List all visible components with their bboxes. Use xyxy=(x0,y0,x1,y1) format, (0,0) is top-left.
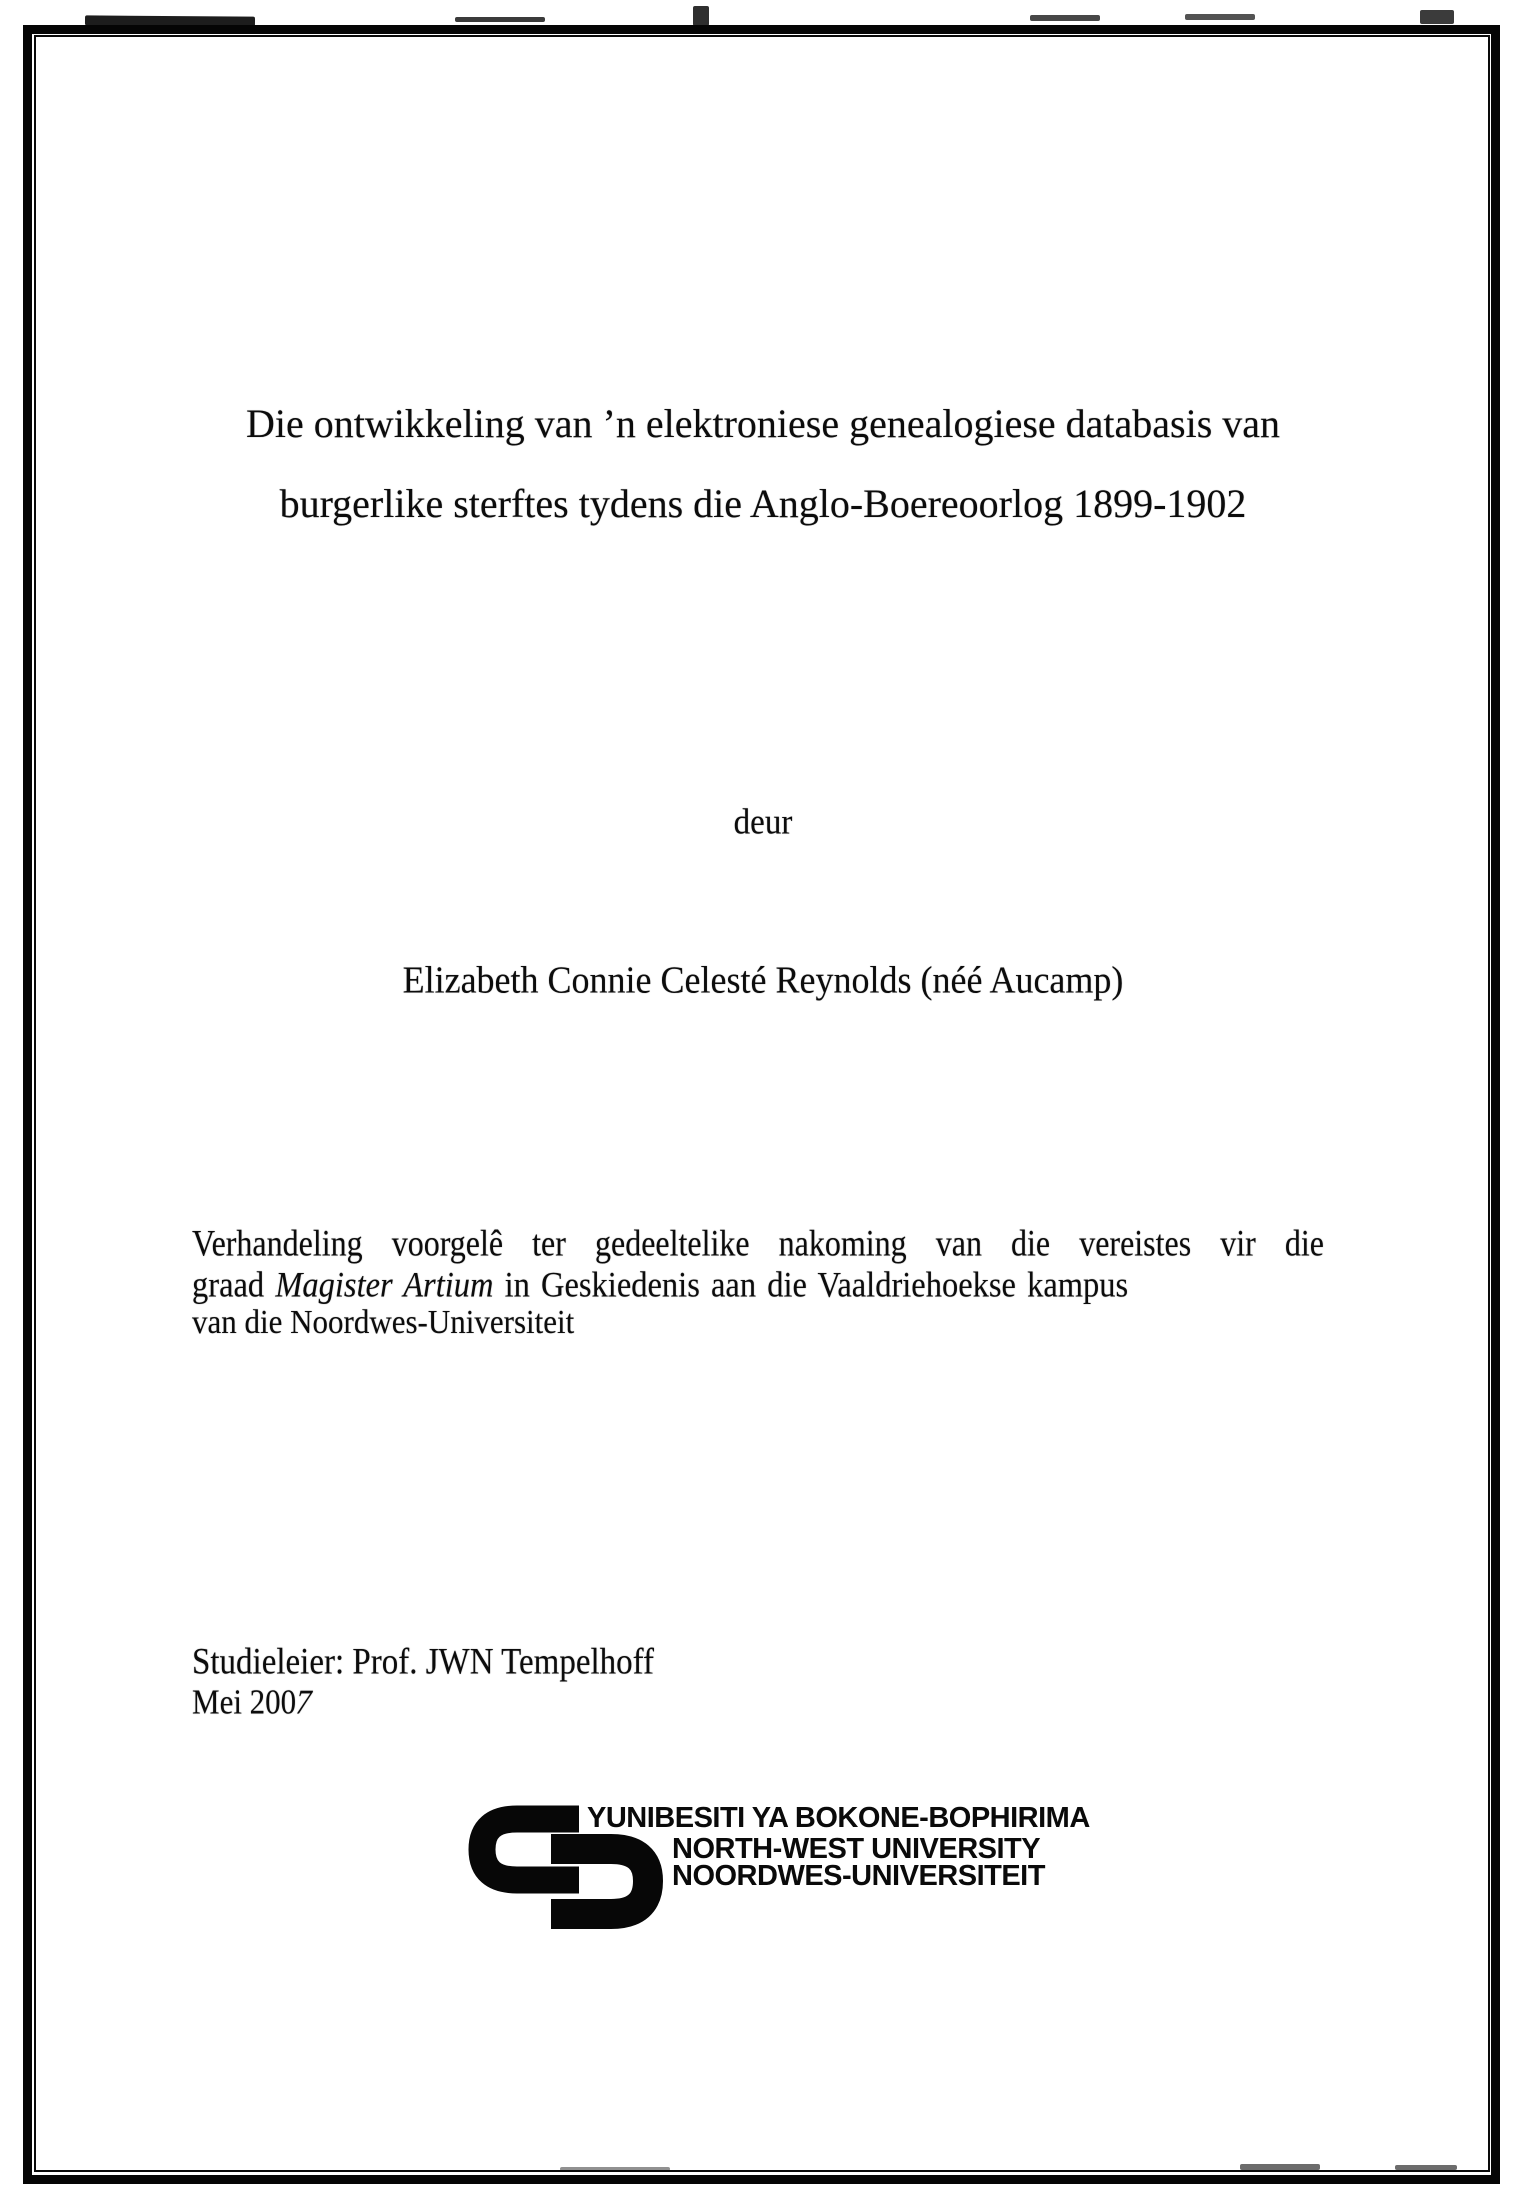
logo-text-setswana: YUNIBESITI YA BOKONE-BOPHIRIMA xyxy=(587,1802,1090,1834)
submission-line2-post: in Geskiedenis aan die Vaaldriehoekse kampus xyxy=(493,1265,1129,1306)
submission-statement-line1: Verhandeling voorgelê ter gedeeltelike nakoming van die vereistes vir die xyxy=(192,1222,1324,1264)
logo-text-english: NORTH-WEST UNIVERSITY xyxy=(672,1833,1041,1865)
scan-noise-mark xyxy=(1420,10,1454,24)
degree-name-italic: Magister Artium xyxy=(275,1265,494,1306)
date-prefix: Mei 200 xyxy=(192,1682,297,1722)
scan-noise-mark xyxy=(1030,15,1100,21)
submission-statement-line3: van die Noordwes-Universiteit xyxy=(192,1303,575,1341)
author-name: Elizabeth Connie Celesté Reynolds (néé Aucamp) xyxy=(402,958,1124,1001)
submission-line2-pre: graad xyxy=(192,1265,276,1306)
date-last-digit: 7 xyxy=(291,1682,317,1722)
thesis-title-line2: burgerlike sterftes tydens die Anglo-Boereoorlog 1899-1902 xyxy=(279,481,1247,526)
scan-noise-mark xyxy=(455,17,545,22)
thesis-title xyxy=(37,384,1489,544)
date-line xyxy=(192,1682,317,1722)
scan-noise-mark xyxy=(1185,14,1255,20)
submission-statement-line2 xyxy=(192,1265,1128,1305)
supervisor-line: Studieleier: Prof. JWN Tempelhoff xyxy=(192,1642,655,1683)
scan-noise-mark xyxy=(693,6,709,26)
logo-text-afrikaans: NOORDWES-UNIVERSITEIT xyxy=(672,1860,1045,1892)
thesis-title-line1: Die ontwikkeling van ’n elektroniese genealogiese databasis van xyxy=(245,401,1281,446)
byline-deur: deur xyxy=(733,802,793,843)
